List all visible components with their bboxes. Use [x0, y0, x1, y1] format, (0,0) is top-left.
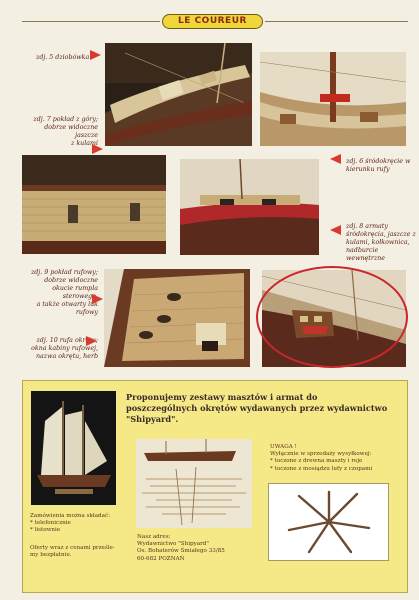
ad-title: Proponujemy zestawy masztów i armat do poszczególnych okrętów wydawanych przez wydawnictwo "Shipyard". — [126, 392, 388, 424]
caption-photo-5: zdj. 5 dziobówka — [36, 54, 90, 61]
photo-cannon-barrels — [268, 483, 389, 561]
photo-bow — [105, 43, 252, 146]
caption-photo-6: zdj. 6 śródokręcie w kierunku rufy — [346, 158, 411, 173]
arrow-right-icon — [92, 144, 103, 154]
order-info: Zamówienia można składać: * telefonicznie * listownie — [30, 513, 110, 534]
caption-photo-10: zdj. 10 rufa okrętu; okna kabiny rufowej, nazwa okrętu, herb — [31, 337, 98, 360]
header-rule-left — [22, 21, 160, 22]
photo-aft-deck — [104, 269, 250, 367]
address-block: Nasz adres: Wydawnictwo "Shipyard" Os. Bohaterów Śmiałego 33/85 60-682 POZNAŃ — [137, 534, 225, 562]
offer-info: Oferty wraz z cenami prześle- my bezpłatnie. — [30, 545, 115, 559]
photo-midship-guns — [180, 159, 319, 255]
caption-photo-9: zdj. 9 pokład rufowy; dobrze widoczne okucie rumpla sterowego, a także otwarty luk rufowy — [30, 269, 98, 316]
arrow-right-icon — [86, 336, 97, 346]
page-title: LE COUREUR — [162, 14, 263, 29]
highlight-circle — [256, 266, 408, 368]
photo-deck-top — [22, 155, 166, 254]
photo-masts-kit — [136, 439, 252, 528]
caption-photo-8: zdj. 8 armaty śródokręcia, jaszcze z kulami, kołkownica, nadburcie wewnętrzne — [346, 223, 416, 262]
arrow-left-icon — [330, 154, 341, 164]
arrow-left-icon — [330, 225, 341, 235]
caption-photo-7: zdj. 7 pokład z góry; dobrze widoczne jaszcze z kulami — [33, 116, 98, 147]
photo-midship-aft — [260, 52, 406, 146]
notice-block: UWAGA ! Wyłącznie w sprzedaży wysyłkowej: * toczone z drewna maszty i reje * toczone z mosiądzu lufy z czopami — [270, 444, 373, 472]
arrow-right-icon — [92, 294, 103, 304]
header-rule-right — [265, 21, 408, 22]
arrow-right-icon — [90, 50, 101, 60]
photo-schooner-model — [31, 391, 116, 505]
